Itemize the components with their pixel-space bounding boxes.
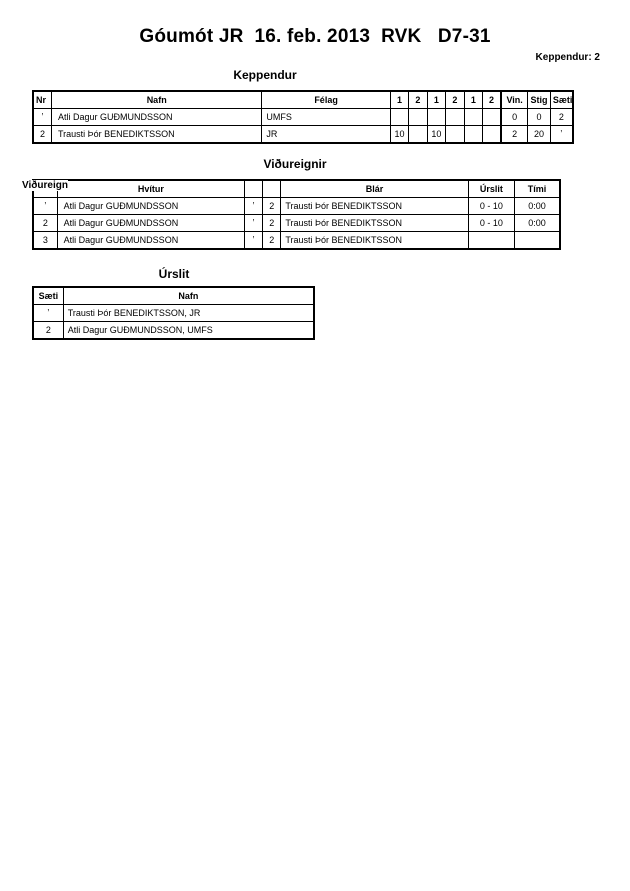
- competitor-name: Atli Dagur GUÐMUNDSSON: [51, 109, 261, 126]
- table-row: [33, 232, 560, 250]
- col-name: Nafn: [63, 287, 314, 305]
- competitor-wins: 0: [501, 109, 528, 126]
- round-score: 10: [390, 126, 408, 144]
- results-header-row: [33, 287, 314, 305]
- competitor-club: JR: [262, 126, 390, 144]
- match-result: 0 - 10: [468, 215, 514, 232]
- col-round: 1: [427, 91, 445, 109]
- competitor-wins: 2: [501, 126, 528, 144]
- table-row: [33, 109, 573, 126]
- white-nr: ʼ: [245, 198, 263, 215]
- col-round: 1: [464, 91, 482, 109]
- white-player: Atli Dagur GUÐMUNDSSON: [57, 198, 244, 215]
- table-row: [33, 305, 314, 322]
- competitor-points: 0: [528, 109, 551, 126]
- competitor-count: Keppendur: 2: [535, 52, 600, 63]
- col-nr: Nr: [33, 91, 51, 109]
- results-table: [32, 286, 315, 340]
- result-place: ʼ: [33, 305, 63, 322]
- match-time: [515, 232, 560, 250]
- table-row: [33, 198, 560, 215]
- competitor-nr: 2: [33, 126, 51, 144]
- round-score: [427, 109, 445, 126]
- match-no: ʼ: [33, 198, 57, 215]
- match-time: 0:00: [515, 198, 560, 215]
- white-player: Atli Dagur GUÐMUNDSSON: [57, 232, 244, 250]
- round-score: [446, 109, 464, 126]
- competitor-points: 20: [528, 126, 551, 144]
- results-title: Úrslit: [158, 267, 190, 281]
- round-score: [483, 109, 501, 126]
- col-white: Hvítur: [57, 180, 244, 198]
- col-time: Tími: [515, 180, 560, 198]
- table-row: [33, 322, 314, 340]
- col-blue: Blár: [281, 180, 468, 198]
- col-result: Úrslit: [468, 180, 514, 198]
- blue-nr: 2: [263, 198, 281, 215]
- match-time: 0:00: [515, 215, 560, 232]
- competitor-place: 2: [550, 109, 573, 126]
- col-round: 2: [446, 91, 464, 109]
- col-blue-nr: [263, 180, 281, 198]
- page-title: Góumót JR 16. feb. 2013 RVK D7-31: [139, 26, 491, 47]
- blue-player: Trausti Þór BENEDIKTSSON: [281, 232, 468, 250]
- col-match-no-label: Viðureign: [22, 180, 68, 191]
- white-nr: ʼ: [245, 215, 263, 232]
- round-score: [390, 109, 408, 126]
- blue-player: Trausti Þór BENEDIKTSSON: [281, 215, 468, 232]
- round-score: 10: [427, 126, 445, 144]
- round-score: [409, 126, 427, 144]
- blue-player: Trausti Þór BENEDIKTSSON: [281, 198, 468, 215]
- col-points: Stig: [528, 91, 551, 109]
- competitor-name: Trausti Þór BENEDIKTSSON: [51, 126, 261, 144]
- col-round: 2: [409, 91, 427, 109]
- competitors-title: Keppendur: [233, 68, 297, 82]
- col-place: Sæti: [33, 287, 63, 305]
- match-no: 2: [33, 215, 57, 232]
- col-white-nr: [245, 180, 263, 198]
- blue-nr: 2: [263, 215, 281, 232]
- round-score: [483, 126, 501, 144]
- col-place: Sæti: [550, 91, 573, 109]
- result-place: 2: [33, 322, 63, 340]
- matches-table: [32, 179, 561, 250]
- result-name: Atli Dagur GUÐMUNDSSON, UMFS: [63, 322, 314, 340]
- white-nr: ʼ: [245, 232, 263, 250]
- blue-nr: 2: [263, 232, 281, 250]
- round-score: [464, 109, 482, 126]
- round-score: [464, 126, 482, 144]
- col-wins: Vin.: [501, 91, 528, 109]
- competitors-header-row: [33, 91, 573, 109]
- col-round: 2: [483, 91, 501, 109]
- competitors-table: [32, 90, 574, 144]
- competitor-nr: ʼ: [33, 109, 51, 126]
- match-result: 0 - 10: [468, 198, 514, 215]
- competitor-place: ʼ: [550, 126, 573, 144]
- matches-header-row: [33, 180, 560, 198]
- result-name: Trausti Þór BENEDIKTSSON, JR: [63, 305, 314, 322]
- round-score: [446, 126, 464, 144]
- table-row: [33, 126, 573, 144]
- round-score: [409, 109, 427, 126]
- match-result: [468, 232, 514, 250]
- competitor-club: UMFS: [262, 109, 390, 126]
- white-player: Atli Dagur GUÐMUNDSSON: [57, 215, 244, 232]
- col-name: Nafn: [51, 91, 261, 109]
- col-round: 1: [390, 91, 408, 109]
- col-club: Félag: [262, 91, 390, 109]
- matches-title: Viðureignir: [263, 157, 327, 171]
- match-no: 3: [33, 232, 57, 250]
- table-row: [33, 215, 560, 232]
